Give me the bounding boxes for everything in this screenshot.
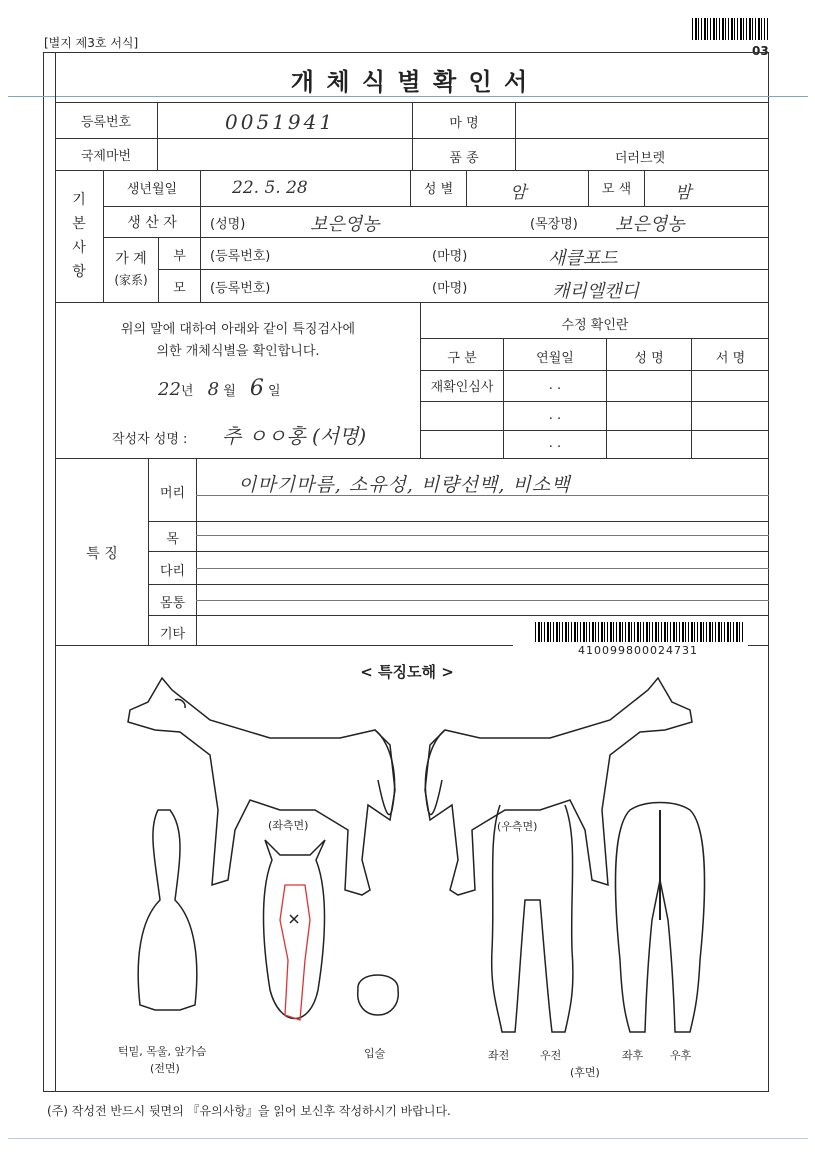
writer-label: 작성자 성명 : [112, 432, 188, 447]
hind-left-leg-label: 좌후 [622, 1049, 644, 1062]
body-label: 몸통 [159, 596, 186, 611]
form-label: [별지 제3호 서식] [44, 36, 139, 50]
horse-diagram [100, 660, 720, 1040]
footer-note: (주) 작성전 반드시 뒷면의 『유의사항』을 읽어 보신후 작성하시기 바랍니다. [47, 1104, 451, 1118]
sire-name-label: (마명) [432, 249, 468, 264]
recheck-label: 재확인심사 [430, 380, 494, 395]
hind-right-leg-label: 우후 [670, 1049, 692, 1062]
sire-label: 부 [173, 249, 186, 264]
legs-label: 다리 [159, 564, 186, 579]
right-side-label: (우측면) [497, 820, 538, 833]
left-side-horse-drawing [128, 678, 395, 895]
confirm-text-line2: 의한 개체식별을 확인합니다. [156, 344, 320, 359]
breed-value: 더러브렛 [614, 151, 666, 166]
left-side-label: (좌측면) [268, 819, 309, 832]
dots-row3: . . [548, 436, 562, 451]
intl-no-label: 국제마번 [80, 149, 132, 164]
producer-label: 생 산 자 [127, 215, 177, 231]
front-label: 턱밑, 목울, 앞가슴 [118, 1045, 207, 1058]
confirm-text-line1: 위의 말에 대하여 아래와 같이 특징검사에 [120, 322, 356, 337]
front-legs-drawing [492, 805, 573, 1032]
revision-title: 수정 확인란 [561, 318, 629, 333]
sex-label: 성 별 [423, 182, 454, 197]
features-barcode [535, 622, 745, 642]
writer-signature: 추 ㅇㅇ홍 (서명) [222, 424, 367, 448]
sire-name-value: 새클포드 [548, 248, 618, 269]
dots-row1: . . [548, 378, 562, 393]
head-value: 이마기마름, 소유성, 비량선백, 비소백 [238, 474, 571, 496]
color-value: 밤 [675, 183, 692, 203]
breed-label: 품 종 [449, 151, 479, 166]
col-date: 연월일 [536, 351, 574, 366]
dam-name-value: 캐리엘캔디 [552, 281, 639, 302]
lips-label: 입술 [364, 1047, 386, 1060]
top-barcode [692, 18, 768, 40]
document-title: 개 체 식 별 확 인 서 [290, 68, 530, 96]
birth-value: 22. 5. 28 [232, 178, 308, 198]
rear-view-drawing [616, 803, 705, 1033]
col-sign: 서 명 [715, 351, 746, 366]
barcode-number: 410099800024731 [578, 644, 698, 657]
diagram-title: < 특징도해 > [360, 663, 454, 681]
col-type: 구 분 [447, 351, 477, 366]
scan-bottom-line [8, 1138, 808, 1139]
reg-no-value: 0051941 [225, 110, 336, 134]
producer-name-value: 보은영농 [310, 214, 380, 235]
birth-label: 생년월일 [126, 182, 178, 197]
confirm-date: 22년 8 월 6 일 [158, 376, 281, 401]
horse-name-label: 마 명 [449, 116, 479, 131]
ranch-value: 보은영농 [615, 214, 685, 235]
reg-no-label: 등록번호 [80, 115, 132, 130]
ranch-label: (목장명) [530, 217, 578, 232]
neck-label: 목 [166, 532, 179, 547]
dam-label: 모 [173, 281, 186, 296]
head-label: 머리 [159, 486, 186, 501]
lineage-label: 가 계 [115, 251, 147, 267]
dots-row2: . . [548, 408, 562, 423]
front-left-leg-label: 좌전 [488, 1049, 510, 1062]
lips-drawing [358, 975, 399, 1015]
lineage-hanja: (家系) [114, 273, 148, 287]
basic-section-label: 기 본 사 항 [72, 192, 86, 280]
other-label: 기타 [159, 627, 186, 642]
dam-reg-no-label: (등록번호) [210, 281, 271, 296]
sex-value: 암 [510, 183, 527, 203]
producer-name-label: (성명) [210, 217, 246, 232]
front-right-leg-label: 우전 [540, 1049, 562, 1062]
sire-reg-no-label: (등록번호) [210, 249, 271, 264]
features-section-label: 특 징 [86, 546, 118, 562]
page-number: 03 [752, 44, 769, 58]
right-side-horse-drawing [425, 678, 692, 895]
rear-sub-label: (후면) [570, 1066, 600, 1079]
color-label: 모 색 [601, 182, 632, 197]
front-view-drawing [138, 810, 197, 1010]
col-name: 성 명 [634, 351, 664, 366]
head-front-drawing [264, 840, 326, 1020]
front-sub-label: (전면) [150, 1062, 180, 1075]
dam-name-label: (마명) [432, 281, 468, 296]
